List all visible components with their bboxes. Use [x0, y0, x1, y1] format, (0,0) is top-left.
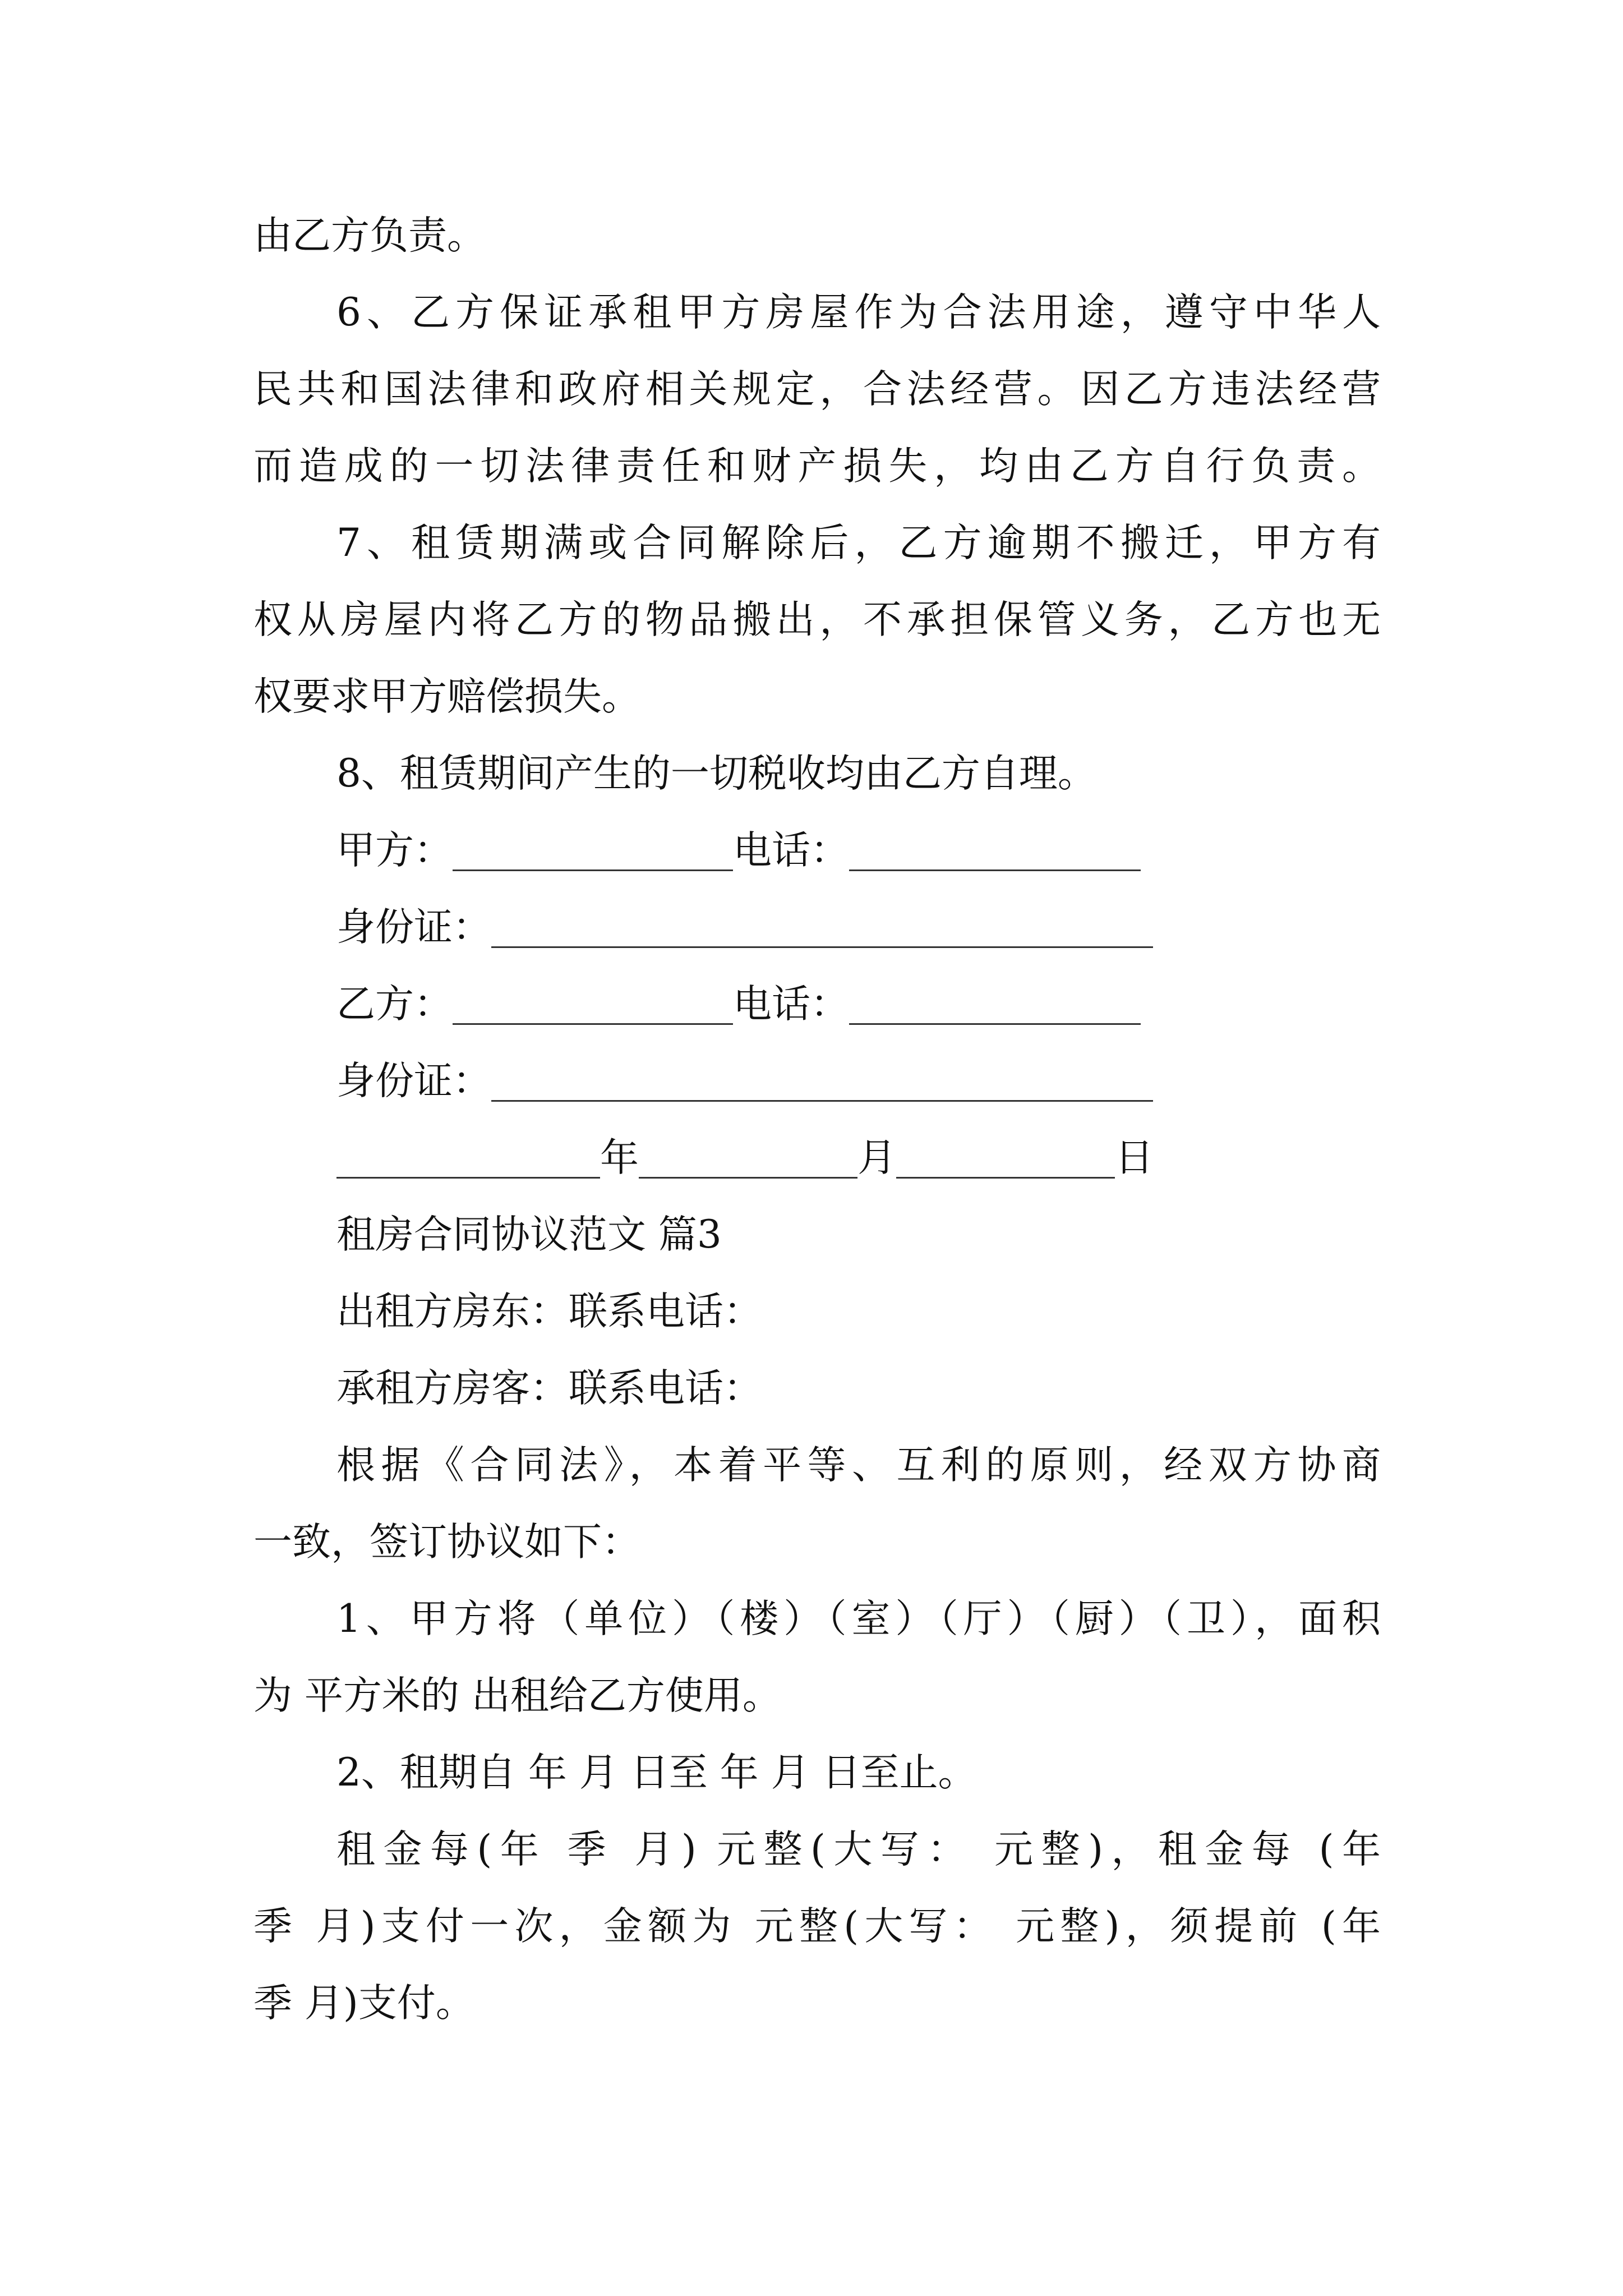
text-line: 根据《合同法》，本着平等、互利的原则，经双方协商 [336, 1443, 1381, 1488]
clause-1-line: 1、甲方将（单位）（楼）（室）（厅）（厨）（卫），面积 [336, 1596, 1381, 1641]
text-line: 由乙方负责。 [253, 213, 486, 258]
party-b-label: 乙方： [336, 982, 453, 1027]
month-label: 月 [857, 1135, 896, 1180]
party-a-row [253, 812, 1381, 889]
party-a-blank [453, 864, 733, 871]
year-label: 年 [600, 1135, 639, 1180]
text-line: 一致，签订协议如下： [253, 1520, 640, 1565]
party-a-label: 甲方： [336, 828, 453, 873]
year-blank [336, 1171, 600, 1179]
section-title: 租房合同协议范文 篇3 [336, 1212, 722, 1257]
party-a-id-row [253, 889, 1381, 966]
party-b-id-row [253, 1043, 1381, 1120]
text-line: 季 月)支付一次，金额为 元整(大写： 元整)，须提前 (年 [253, 1904, 1381, 1949]
id-blank [491, 1094, 1153, 1102]
tenant-line: 承租方房客：联系电话： [336, 1366, 762, 1411]
party-b-blank [453, 1018, 733, 1025]
clause-8-line: 8、租赁期间产生的一切税收均由乙方自理。 [336, 751, 1096, 796]
phone-blank [849, 864, 1141, 871]
day-blank [896, 1171, 1115, 1179]
text-line: 权要求甲方赔偿损失。 [253, 674, 640, 719]
text-line: 季 月)支付。 [253, 1981, 474, 2026]
phone-label: 电话： [733, 828, 849, 873]
clause-2-line: 2、租期自 年 月 日至 年 月 日至止。 [336, 1750, 977, 1795]
landlord-line: 出租方房东：联系电话： [336, 1289, 762, 1334]
month-blank [639, 1171, 857, 1179]
clause-7-line: 7、租赁期满或合同解除后，乙方逾期不搬迁，甲方有 [336, 521, 1381, 565]
id-blank [491, 941, 1153, 948]
phone-blank [849, 1018, 1141, 1025]
text-line: 民共和国法律和政府相关规定，合法经营。因乙方违法经营 [253, 367, 1381, 412]
phone-label: 电话： [733, 982, 849, 1027]
date-row [253, 1120, 1381, 1197]
day-label: 日 [1115, 1135, 1154, 1180]
clause-6-line: 6、乙方保证承租甲方房屋作为合法用途，遵守中华人 [336, 290, 1381, 335]
text-line: 而造成的一切法律责任和财产损失，均由乙方自行负责。 [253, 444, 1381, 489]
party-b-row [253, 966, 1381, 1043]
text-line: 权从房屋内将乙方的物品搬出，不承担保管义务，乙方也无 [253, 597, 1381, 642]
rent-line: 租金每(年 季 月) 元整(大写： 元整)，租金每 (年 [336, 1827, 1381, 1872]
document-body [253, 197, 1381, 2042]
text-line: 为 平方米的 出租给乙方使用。 [253, 1673, 781, 1718]
id-label: 身份证： [336, 905, 491, 950]
id-label: 身份证： [336, 1059, 491, 1103]
